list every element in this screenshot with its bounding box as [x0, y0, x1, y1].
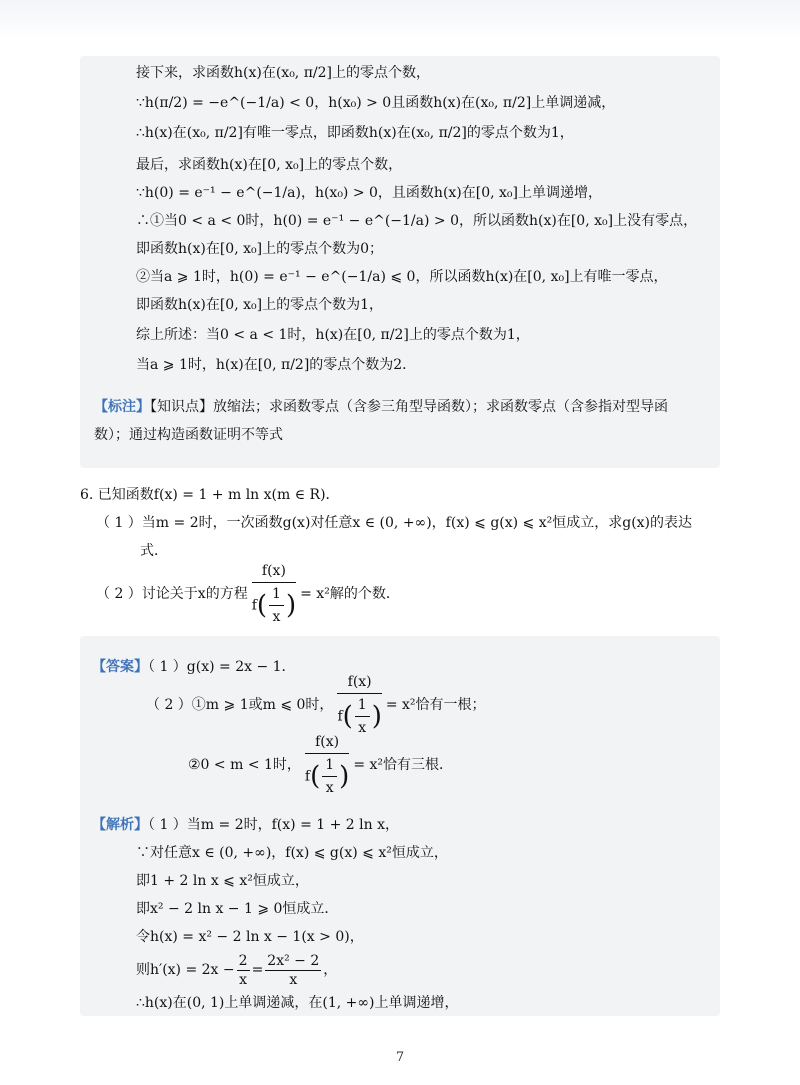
fraction-2x2-minus-2-over-x: $\frac{\text{2x² − 2}}{x}$ [267, 952, 320, 988]
answer-line-3: ②0 < m < 1时， f(x) f( $\frac{1}{x}$ ) = x²恰有三根． [188, 736, 453, 794]
analysis-line: 令h(x) = x² − 2 ln x − 1(x > 0)， [136, 929, 364, 945]
page-number: 7 [395, 1050, 405, 1065]
solution-line: ②当a ⩾ 1时，h(0) = e⁻¹ − e^(−1/a) ⩽ 0，所以函数h(x)在[0, x₀]上有唯一零点， [136, 269, 668, 285]
note-text: 【知识点】放缩法；求函数零点（含参三角型导函数）；求函数零点（含参指对型导函 [150, 399, 668, 415]
solution-line: 即函数h(x)在[0, x₀]上的零点个数为1， [136, 297, 383, 313]
analysis-line: 即1 + 2 ln x ⩽ x²恒成立， [136, 873, 309, 889]
solution-line: ∵h(0) = e⁻¹ − e^(−1/a)，h(x₀) > 0，且函数h(x)在[0, x₀]上单调递增， [136, 185, 603, 201]
solution-line: 当a ⩾ 1时，h(x)在[0, π/2]的零点个数为2． [136, 357, 417, 373]
answer-line-1: 【答案】（ 1 ）g(x) = 2x − 1． [92, 659, 296, 675]
problem-part1: （ 1 ）当m = 2时，一次函数g(x)对任意x ∈ (0, +∞)，f(x) ⩽ g(x) ⩽ x²恒成立，求g(x)的表达 [96, 515, 693, 531]
note-line-cont: 数）；通过构造函数证明不等式 [94, 427, 283, 443]
ratio-fraction: f(x) f( $\frac{1}{x}$ ) [305, 731, 349, 799]
note-tag: 【标注】 [94, 399, 150, 415]
problem-part1-cont: 式． [140, 543, 168, 559]
analysis-derivative-line: 则h′(x) = 2x − $\frac{2}{x}$ = $\frac{\text{2x² − 2}}{x}$ ， [136, 952, 338, 988]
answer-line-2: （ 2 ）①m ⩾ 1或m ⩽ 0时， f(x) f( $\frac{1}{x}$ ) = x²恰有一根； [146, 676, 486, 734]
ratio-fraction: f(x) f( $\frac{1}{x}$ ) [337, 671, 381, 739]
problem-part2 [96, 563, 400, 625]
analysis-line: ∴h(x)在(0, 1)上单调递减，在(1, +∞)上单调递增， [136, 995, 459, 1011]
solution-line: 综上所述：当0 < a < 1时，h(x)在[0, π/2]上的零点个数为1， [136, 327, 530, 343]
ratio-fraction: f(x) f( $\frac{1}{x}$ ) [252, 560, 296, 628]
analysis-tag: 【解析】 [92, 817, 148, 833]
answer-tag: 【答案】 [92, 659, 148, 675]
solution-line: 接下来，求函数h(x)在(x₀, π/2]上的零点个数， [136, 65, 430, 81]
analysis-line: ∵对任意x ∈ (0, +∞)，f(x) ⩽ g(x) ⩽ x²恒成立， [136, 845, 448, 861]
solution-line: ∵h(π/2) = −e^(−1/a) < 0，h(x₀) > 0且函数h(x)在(x₀, π/2]上单调递减， [136, 95, 616, 111]
analysis-line-1: 【解析】（ 1 ）当m = 2时，f(x) = 1 + 2 ln x， [92, 817, 399, 833]
problem-stem: 6. 已知函数f(x) = 1 + m ln x(m ∈ R)． [80, 487, 340, 503]
note-line [94, 396, 668, 418]
solution-line: ∴h(x)在(x₀, π/2]有唯一零点，即函数h(x)在(x₀, π/2]的零点个数为1， [136, 125, 574, 141]
solution-line: 最后，求函数h(x)在[0, x₀]上的零点个数， [136, 157, 403, 173]
problem-part2-prefix: （ 2 ）讨论关于x的方程 [96, 586, 248, 602]
solution-line: 即函数h(x)在[0, x₀]上的零点个数为0； [136, 241, 383, 257]
solution-line: ∴①当0 < a < 0时，h(0) = e⁻¹ − e^(−1/a) > 0，所以函数h(x)在[0, x₀]上没有零点， [136, 213, 698, 229]
analysis-line: 即x² − 2 ln x − 1 ⩾ 0恒成立． [136, 901, 339, 917]
fraction-2-over-x: $\frac{2}{x}$ [238, 952, 248, 988]
problem-part2-suffix: = x²解的个数． [300, 586, 400, 602]
top-gradient [0, 0, 800, 40]
